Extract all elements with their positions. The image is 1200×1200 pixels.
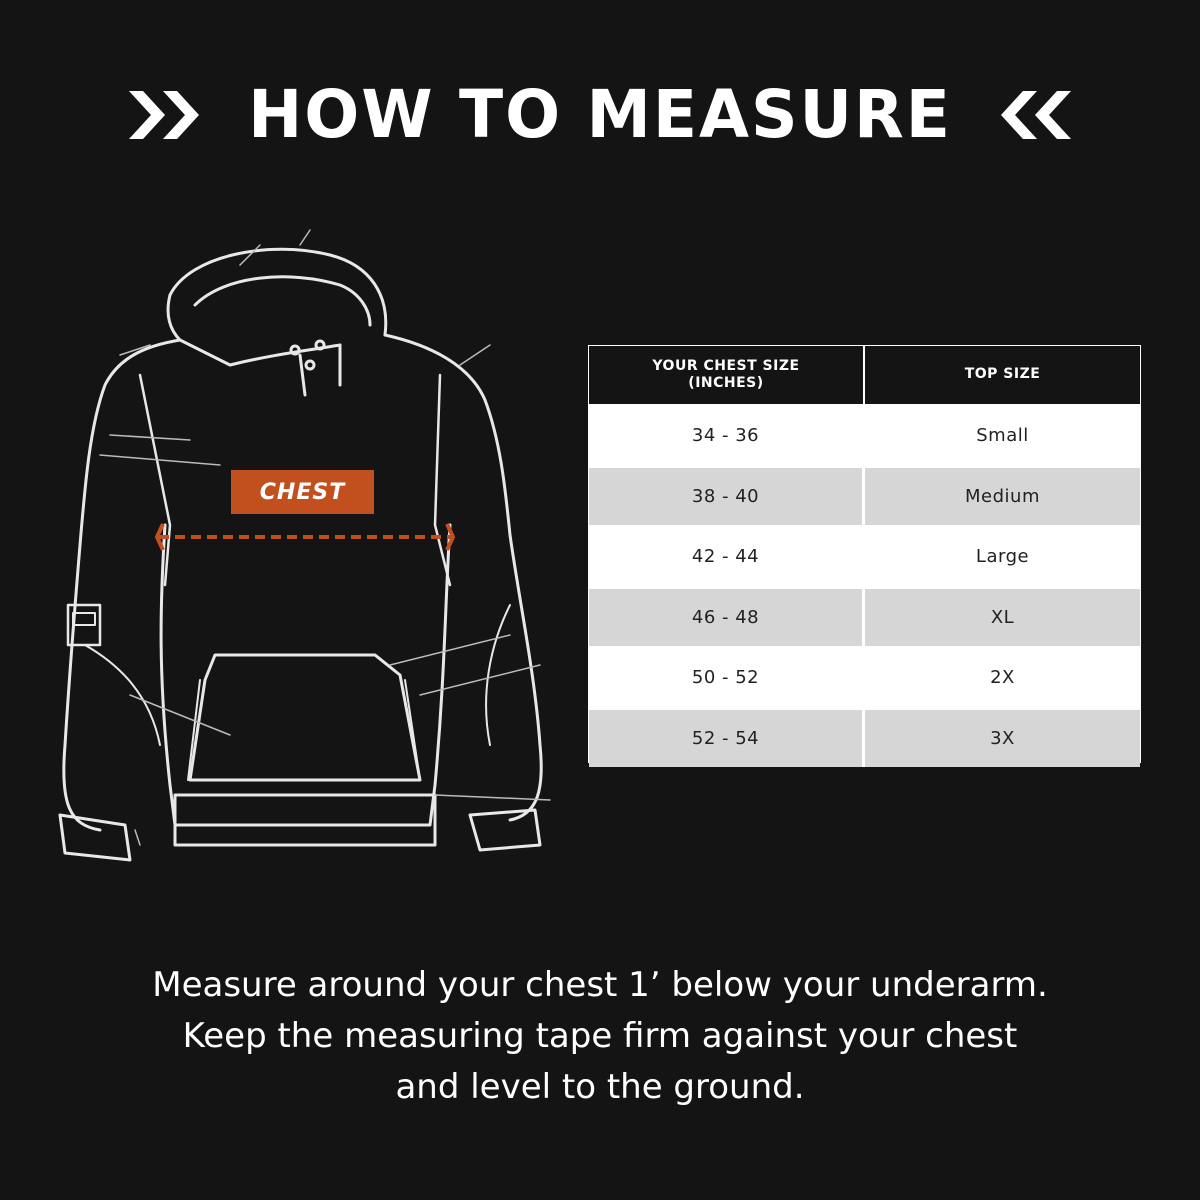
size-cell: Medium bbox=[965, 485, 1040, 507]
table-row bbox=[589, 404, 1140, 465]
instruction-line: Measure around your chest 1’ below your underarm. bbox=[152, 965, 1048, 1005]
table-row bbox=[589, 707, 1140, 768]
header-top-size: TOP SIZE bbox=[964, 366, 1041, 383]
measure-instructions bbox=[0, 960, 1200, 1113]
table-header bbox=[589, 346, 1140, 404]
table-row bbox=[589, 646, 1140, 707]
table-row bbox=[589, 586, 1140, 647]
header-chest-size: YOUR CHEST SIZE (INCHES) bbox=[589, 346, 865, 404]
chest-measure-line bbox=[155, 522, 455, 552]
chest-cell: 52 - 54 bbox=[589, 710, 865, 768]
size-cell: Large bbox=[975, 546, 1030, 568]
size-cell: XL bbox=[990, 606, 1015, 628]
size-cell: 2X bbox=[990, 667, 1015, 689]
instruction-line: Keep the measuring tape firm against your chest bbox=[182, 1016, 1018, 1056]
double-chevron-right-icon bbox=[129, 85, 207, 145]
chest-cell: 46 - 48 bbox=[589, 589, 865, 647]
size-chart-table bbox=[588, 345, 1141, 763]
hoodie-sketch-icon bbox=[40, 225, 570, 885]
instruction-line: and level to the ground. bbox=[395, 1067, 805, 1107]
size-cell: Small bbox=[976, 425, 1029, 447]
chest-cell: 50 - 52 bbox=[589, 649, 865, 707]
page-title: HOW TO MEASURE bbox=[248, 76, 952, 153]
double-chevron-left-icon bbox=[993, 85, 1071, 145]
chest-cell: 38 - 40 bbox=[589, 468, 865, 526]
chest-cell: 34 - 36 bbox=[589, 407, 865, 465]
chest-cell: 42 - 44 bbox=[589, 528, 865, 586]
table-row bbox=[589, 465, 1140, 526]
header bbox=[0, 70, 1200, 160]
table-row bbox=[589, 525, 1140, 586]
size-cell: 3X bbox=[990, 727, 1015, 749]
chest-label: CHEST bbox=[231, 470, 374, 514]
